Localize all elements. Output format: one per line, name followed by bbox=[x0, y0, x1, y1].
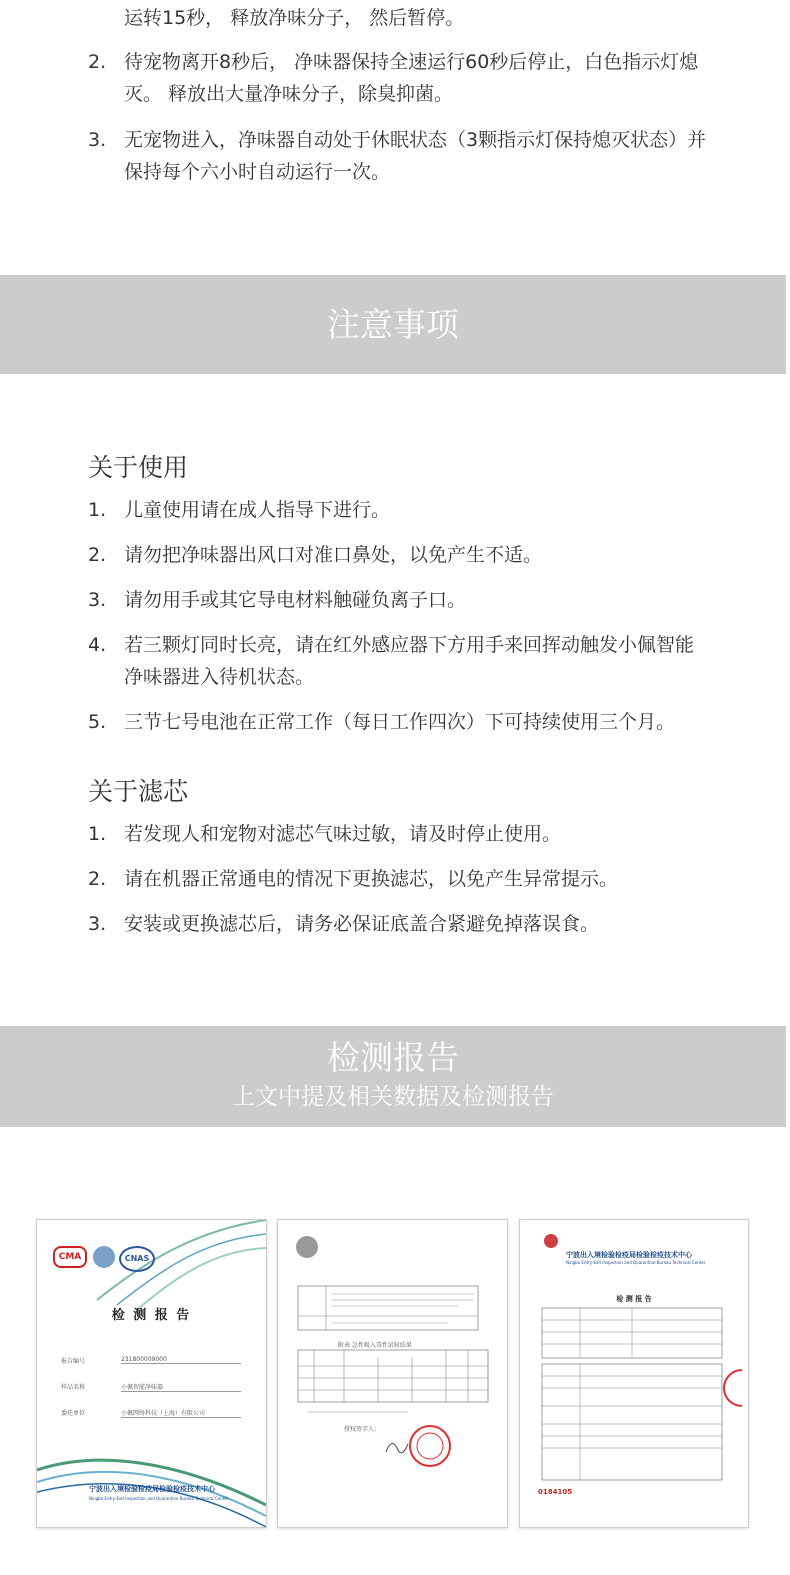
report-banner bbox=[0, 1026, 786, 1127]
report-banner-title: 检测报告 bbox=[327, 1038, 459, 1077]
report-detail-image bbox=[519, 1219, 749, 1528]
usage-heading: 关于使用 bbox=[88, 453, 189, 482]
report-detail-table-graphic bbox=[520, 1220, 748, 1527]
report-detail-title: 检 测 报 告 bbox=[616, 1295, 652, 1303]
ilac-logo bbox=[93, 1246, 115, 1268]
filter-item: 1. 若发现人和宠物对滤芯气味过敏，请及时停止使用。 bbox=[88, 823, 562, 845]
sample-name-label: 样品名称 bbox=[61, 1384, 86, 1391]
usage-item: 1. 儿童使用请在成人指导下进行。 bbox=[88, 499, 391, 521]
report-table-image bbox=[277, 1219, 508, 1528]
report-no-value: 231800009000 bbox=[121, 1356, 241, 1364]
intro-item-1: 运转15秒， 释放净味分子， 然后暂停。 bbox=[124, 7, 465, 29]
report-detail-footer-code: 0184105 bbox=[538, 1488, 573, 1496]
report-detail-header: 宁波出入境检验检疫局检验检疫技术中心 bbox=[566, 1251, 692, 1259]
cma-logo: CMA bbox=[53, 1246, 87, 1268]
report-detail-header-en: Ningbo Entry-Exit Inspection and Quarantine Bureau Technical Center bbox=[566, 1260, 706, 1265]
usage-item: 5. 三节七号电池在正常工作（每日工作四次）下可持续使用三个月。 bbox=[88, 711, 676, 733]
client-value: 小佩网络科技（上海）有限公司 bbox=[121, 1408, 241, 1418]
cnas-logo: CNAS bbox=[119, 1246, 155, 1272]
report-table-heading: 附表 急性吸入毒性试验结果 bbox=[338, 1342, 412, 1349]
report-cover-image bbox=[36, 1219, 267, 1528]
notice-banner-title: 注意事项 bbox=[327, 305, 459, 344]
intro-item-3: 3. 无宠物进入，净味器自动处于休眠状态（3颗指示灯保持熄灭状态）并保持每个六小时自动运行一次。 bbox=[88, 129, 707, 183]
usage-item: 3. 请勿用手或其它导电材料触碰负离子口。 bbox=[88, 589, 467, 611]
client-label: 委托单位 bbox=[61, 1410, 86, 1417]
report-cover-footer-en: Ningbo Entry-Exit Inspection and Quarantine Bureau Technical Center bbox=[89, 1496, 229, 1501]
report-table-graphic bbox=[278, 1220, 507, 1527]
usage-item: 4. 若三颗灯同时长亮，请在红外感应器下方用手来回挥动触发小佩智能净味器进入待机状态。 bbox=[88, 634, 695, 688]
report-cover-footer: 宁波出入境检验检疫局检验检疫技术中心 bbox=[89, 1485, 215, 1493]
notice-banner bbox=[0, 275, 786, 374]
usage-item: 2. 请勿把净味器出风口对准口鼻处，以免产生不适。 bbox=[88, 544, 543, 566]
report-cover-title: 检 测 报 告 bbox=[111, 1308, 192, 1323]
report-no-label: 报告编号 bbox=[61, 1358, 86, 1365]
intro-item-2: 2. 待宠物离开8秒后， 净味器保持全速运行60秒后停止，白色指示灯熄灭。 释放出大量净味分子，除臭抑菌。 bbox=[88, 51, 699, 105]
sample-name-value: 小佩智能净味器 bbox=[121, 1382, 241, 1392]
report-banner-subtitle: 上文中提及相关数据及检测报告 bbox=[232, 1084, 554, 1110]
filter-heading: 关于滤芯 bbox=[88, 777, 189, 806]
signature-label: 授权签字人： bbox=[344, 1426, 381, 1433]
filter-item: 3. 安装或更换滤芯后，请务必保证底盖合紧避免掉落误食。 bbox=[88, 913, 600, 935]
filter-item: 2. 请在机器正常通电的情况下更换滤芯，以免产生异常提示。 bbox=[88, 868, 619, 890]
